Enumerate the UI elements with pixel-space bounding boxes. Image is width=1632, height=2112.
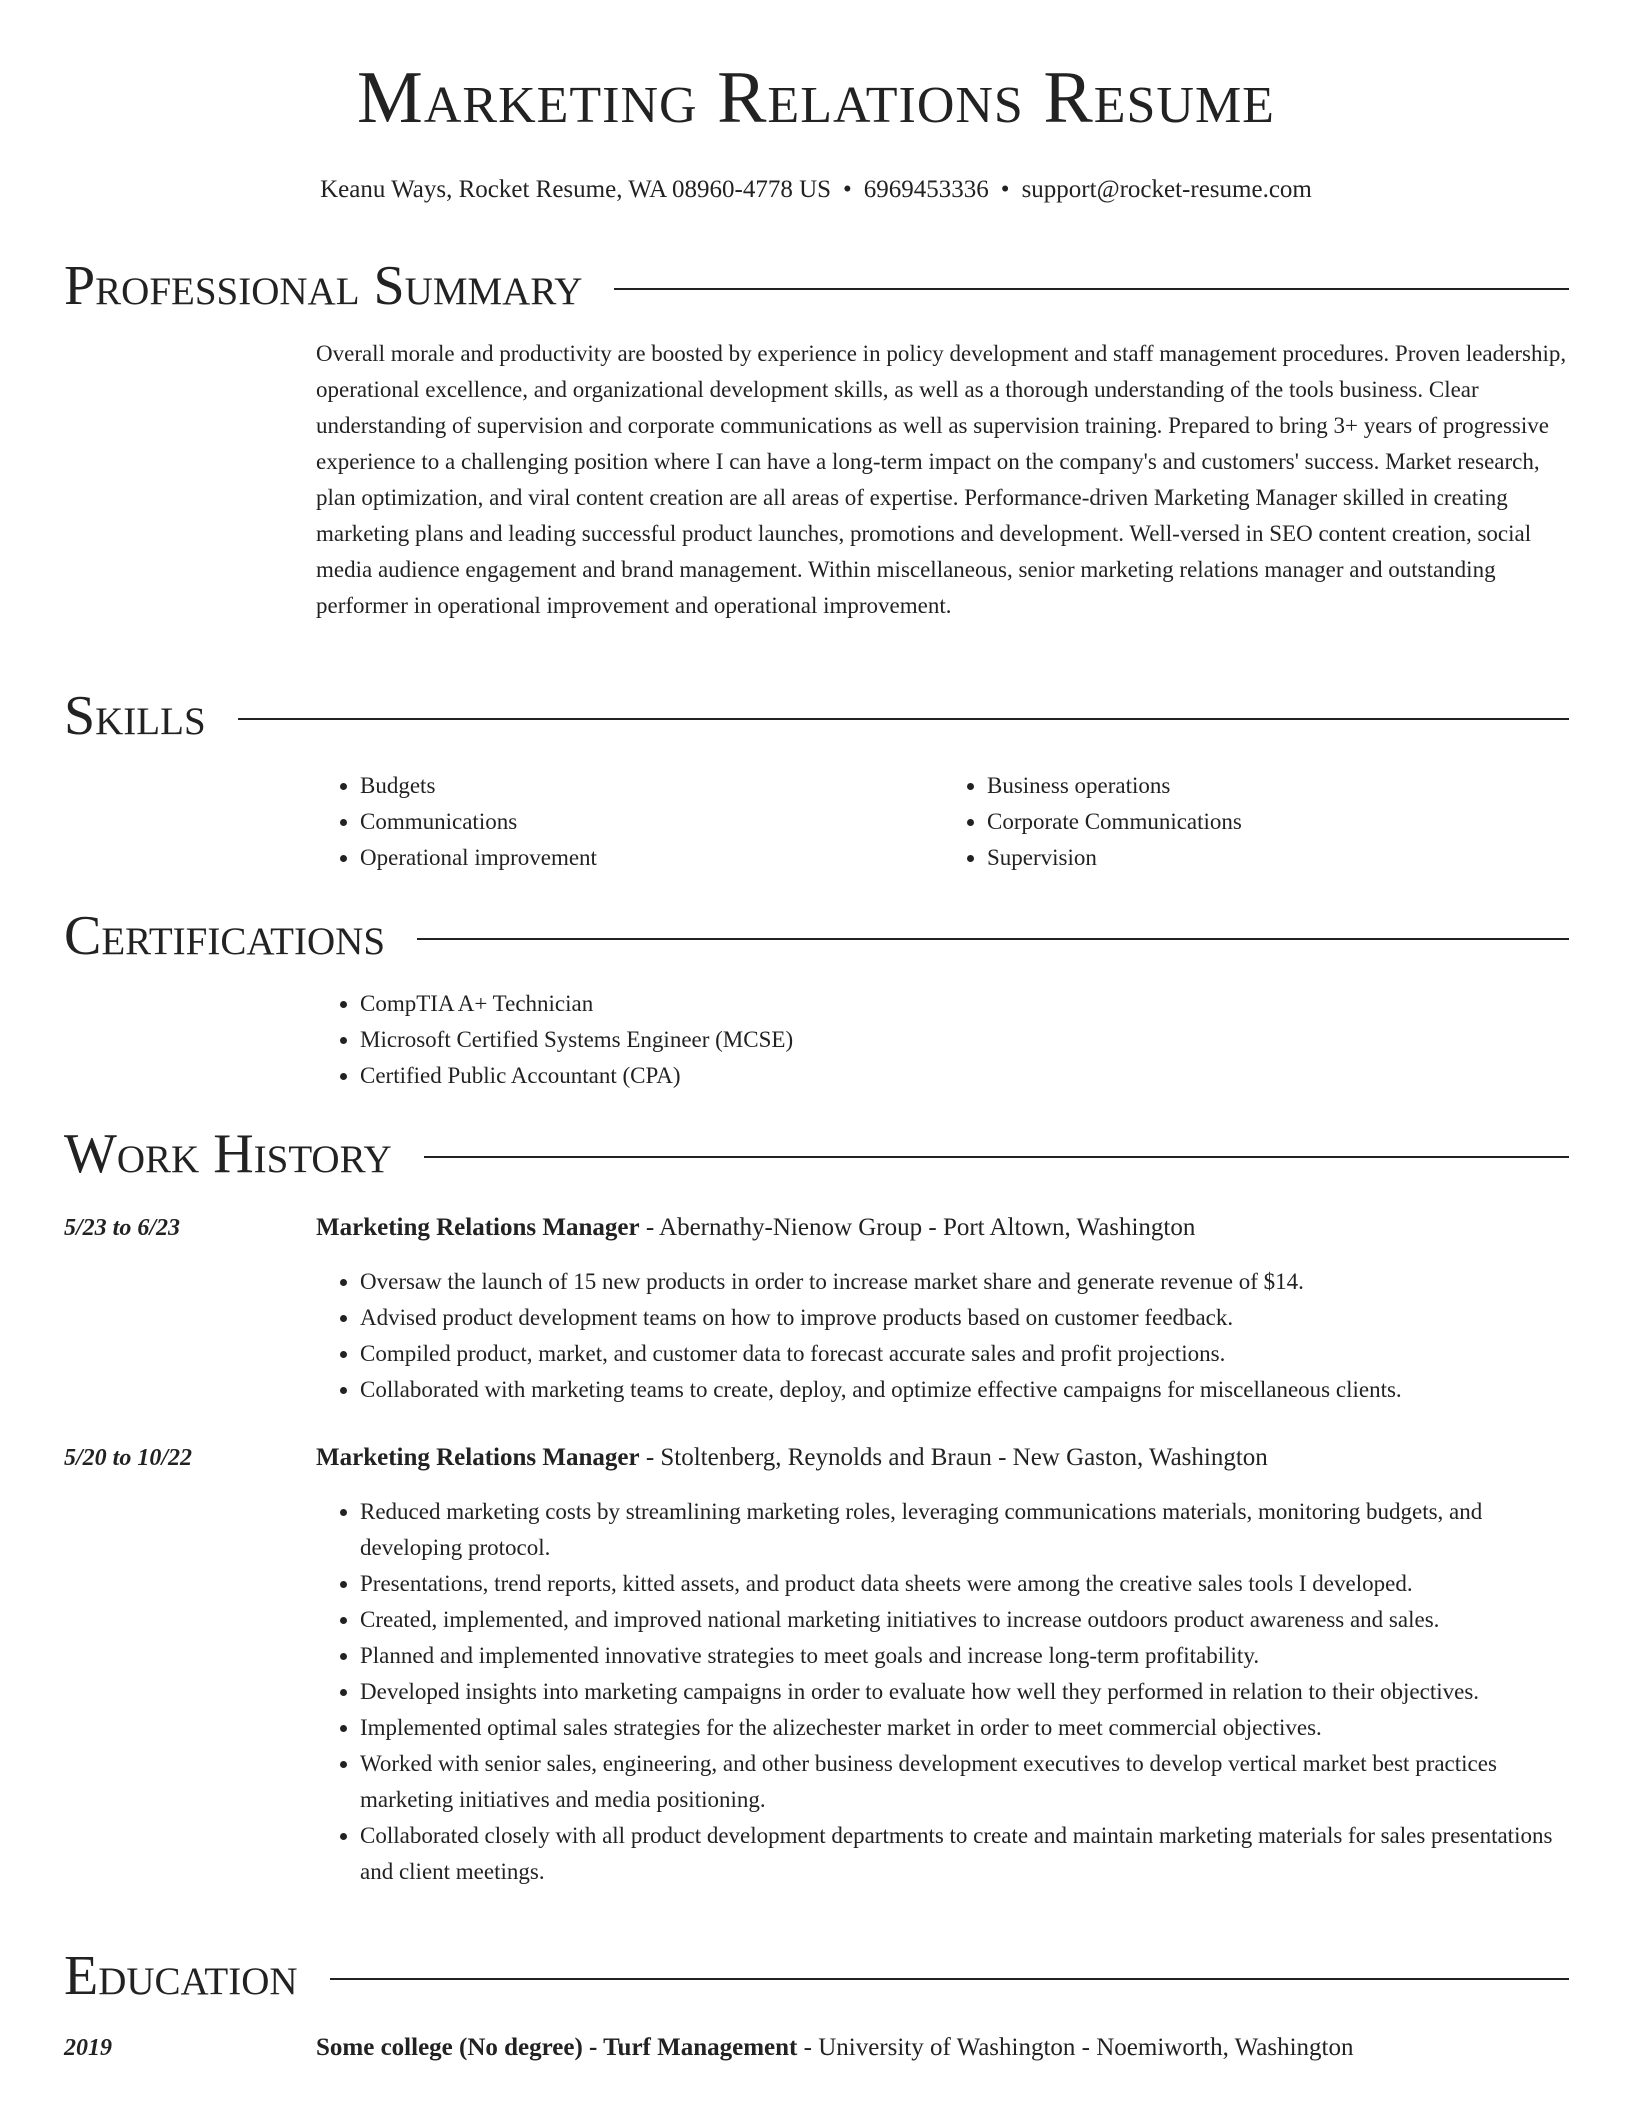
job-dates: 5/23 to 6/23 [64,1215,181,1241]
section-divider [614,288,1569,290]
skills-column-right [943,768,1570,876]
job-bullet: • Reduced marketing costs by streamlining marketing roles, leveraging communications materials, monitoring budgets, and developing protocol. [360,1494,1570,1566]
job-company: - Stoltenberg, Reynolds and Braun - New Gaston, Washington [639,1444,1268,1471]
section-title-education: Education [64,1945,298,2007]
section-header-summary [64,255,1569,317]
job-bullet: • Developed insights into marketing campaigns in order to evaluate how well they performed in relation to their objectives. [360,1674,1570,1710]
job-bullet: • Planned and implemented innovative strategies to meet goals and increase long-term profitability. [360,1638,1570,1674]
summary-text: Overall morale and productivity are boosted by experience in policy development and staff management procedures. Proven leadership, operational excellence, and organizational development skills, as well as a thorough understanding of the tools business. Clear understanding of supervision and corporate communications as well as supervision training. Prepared to bring 3+ years of progressive experience to a challenging position where I can have a long-term impact on the company's and customers' success. Market research, plan optimization, and viral content creation are all areas of expertise. Performance-driven Marketing Manager skilled in creating marketing plans and leading successful product launches, promotions and development. Well-versed in SEO content creation, social media audience engagement and brand management. Within miscellaneous, senior marketing relations manager and outstanding performer in operational improvement and operational improvement. [316,341,1567,618]
job-role: Marketing Relations Manager [316,1214,640,1241]
contact-address: Keanu Ways, Rocket Resume, WA 08960-4778 US [320,176,832,203]
skill-item: • Communications [360,804,943,840]
contact-email[interactable]: support@rocket-resume.com [1021,176,1312,203]
contact-separator: • [1000,176,1010,203]
section-title-certifications: Certifications [64,905,386,967]
skills-list [316,768,1570,876]
education-school: - University of Washington - Noemiworth, Washington [797,2034,1354,2061]
certifications-list [316,986,1570,1094]
job-bullets [316,1264,1570,1408]
job-bullet: • Implemented optimal sales strategies for the alizechester market in order to meet commercial objectives. [360,1710,1570,1746]
section-title-work-history: Work History [64,1123,392,1185]
job-bullet: • Collaborated closely with all product development departments to create and maintain marketing materials for sales presentations and client meetings. [360,1818,1570,1890]
job-bullets [316,1494,1570,1890]
skill-item: • Corporate Communications [987,804,1570,840]
job-bullet: • Presentations, trend reports, kitted assets, and product data sheets were among the creative sales tools I developed. [360,1566,1570,1602]
certification-item: • CompTIA A+ Technician [360,986,1570,1022]
job-bullet: • Advised product development teams on how to improve products based on customer feedback. [360,1300,1570,1336]
certification-item: • Certified Public Accountant (CPA) [360,1058,1570,1094]
contact-phone[interactable]: 6969453336 [863,176,989,203]
section-title-summary: Professional Summary [64,255,583,317]
section-title-skills: Skills [64,685,206,747]
section-divider [424,1156,1569,1158]
job-heading [316,1210,1570,1246]
job-heading [316,1440,1570,1476]
section-header-education [64,1945,1569,2007]
job-bullet: • Compiled product, market, and customer data to forecast accurate sales and profit projections. [360,1336,1570,1372]
contact-separator: • [843,176,852,203]
section-header-skills [64,685,1569,747]
job-bullet: • Worked with senior sales, engineering, and other business development executives to develop vertical market best practices marketing initiatives and media positioning. [360,1746,1570,1818]
section-divider [330,1978,1569,1980]
job-role: Marketing Relations Manager [316,1444,640,1471]
skills-column-left [316,768,943,876]
skill-item: • Supervision [987,840,1570,876]
skill-item: • Budgets [360,768,943,804]
certification-item: • Microsoft Certified Systems Engineer (MCSE) [360,1022,1570,1058]
skill-item: • Business operations [987,768,1570,804]
job-bullet: • Collaborated with marketing teams to create, deploy, and optimize effective campaigns for miscellaneous clients. [360,1372,1570,1408]
job-bullet: • Oversaw the launch of 15 new products in order to increase market share and generate revenue of $14. [360,1264,1570,1300]
section-header-work-history [64,1123,1569,1185]
contact-line [0,176,1632,204]
section-divider [238,718,1569,720]
resume-title: Marketing Relations Resume [357,57,1275,139]
education-heading [316,2030,1570,2066]
job-dates: 5/20 to 10/22 [64,1445,193,1471]
skill-item: • Operational improvement [360,840,943,876]
education-year: 2019 [64,2035,112,2061]
job-company: - Abernathy-Nienow Group - Port Altown, Washington [639,1214,1196,1241]
job-bullet: • Created, implemented, and improved national marketing initiatives to increase outdoors product awareness and sales. [360,1602,1570,1638]
education-degree: Some college (No degree) - Turf Management [316,2034,798,2061]
section-divider [417,938,1569,940]
section-header-certifications [64,905,1569,967]
